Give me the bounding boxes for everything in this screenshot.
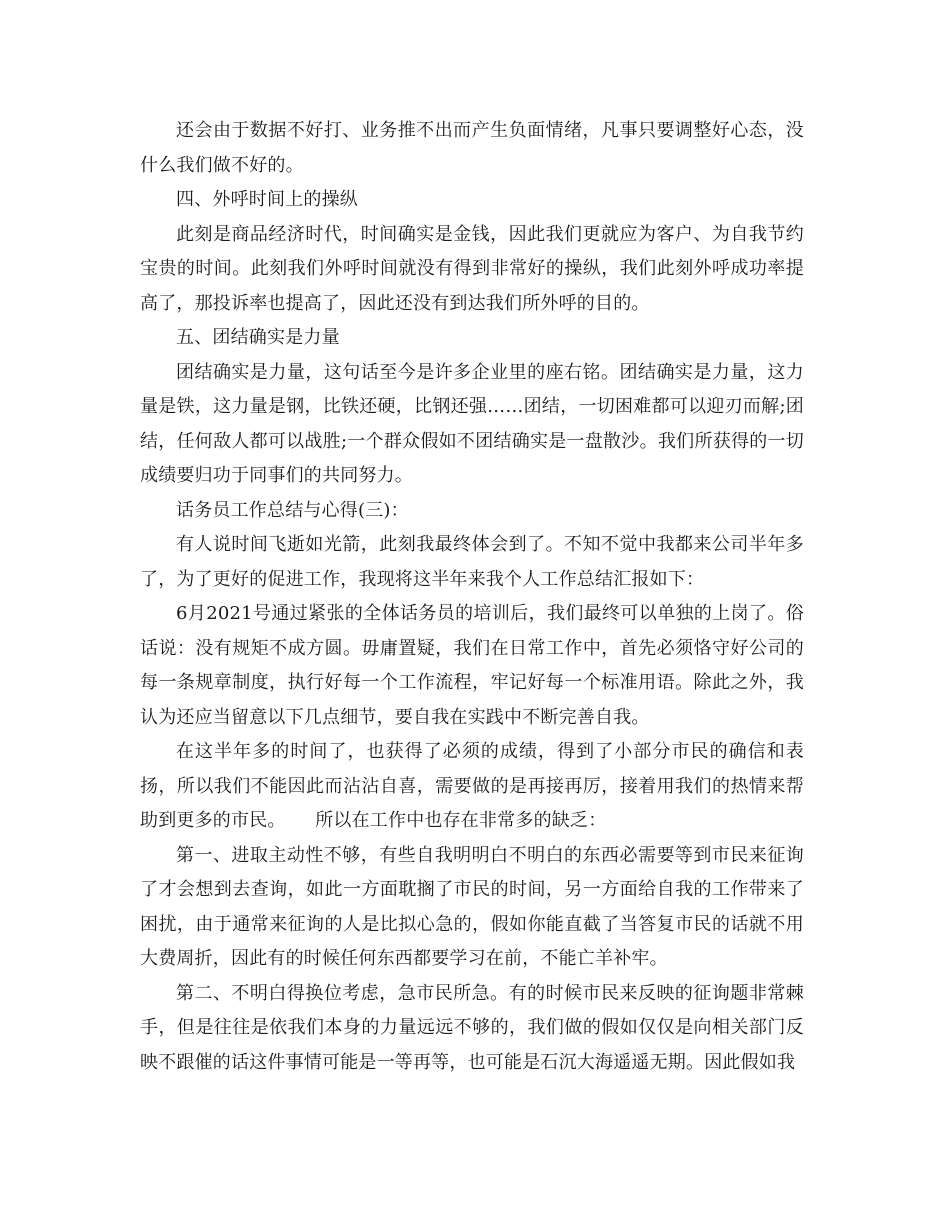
paragraph-intro: 有人说时间飞逝如光箭，此刻我最终体会到了。不知不觉中我都来公司半年多了，为了更好的促进工作，我现将这半年来我个人工作总结汇报如下： bbox=[140, 534, 804, 590]
section-heading-5: 五、团结确实是力量 bbox=[176, 327, 340, 348]
paragraph-training: 6月2021号通过紧张的全体话务员的培训后，我们最终可以单独的上岗了。俗话说：没有规矩不成方圆。毋庸置疑，我们在日常工作中，首先必须恪守好公司的每一条规章制度，执行好每一个工作流程，牢记好每一个标准用语。除此之外，我认为还应当留意以下几点细节，要自我在实践中不断完善自我。 bbox=[140, 603, 804, 728]
paragraph-continuation: 还会由于数据不好打、业务推不出而产生负面情绪，凡事只要调整好心态，没什么我们做不好的。 bbox=[140, 120, 804, 176]
paragraph-shortcoming-2: 第二、不明白得换位考虑，急市民所急。有的时候市民来反映的征询题非常棘手，但是往往是依我们本身的力量远远不够的，我们做的假如仅仅是向相关部门反映不跟催的话这件事情可能是一等再等，也可能是石沉大海遥遥无期。因此假如我 bbox=[140, 982, 804, 1073]
paragraph-time-control: 此刻是商品经济时代，时间确实是金钱，因此我们更就应为客户、为自我节约宝贵的时间。此刻我们外呼时间就没有得到非常好的操纵，我们此刻外呼成功率提高了，那投诉率也提高了，因此还没有到达我们所外呼的目的。 bbox=[140, 223, 804, 314]
document-page bbox=[140, 114, 804, 1080]
paragraph-unity: 团结确实是力量，这句话至今是许多企业里的座右铭。团结确实是力量，这力量是铁，这力量是钢，比铁还硬，比钢还强……团结，一切困难都可以迎刃而解;团结，任何敌人都可以战胜;一个群众假如不团结确实是一盘散沙。我们所获得的一切成绩要归功于同事们的共同努力。 bbox=[140, 361, 804, 486]
section-heading-4: 四、外呼时间上的操纵 bbox=[176, 189, 358, 210]
paragraph-achievements: 在这半年多的时间了，也获得了必须的成绩，得到了小部分市民的确信和表扬，所以我们不能因此而沾沾自喜，需要做的是再接再厉，接着用我们的热情来帮助到更多的市民。 所以在工作中也存在非常多的缺乏： bbox=[140, 741, 804, 831]
article-title-3: 话务员工作总结与心得(三)： bbox=[176, 499, 409, 521]
paragraph-shortcoming-1: 第一、进取主动性不够，有些自我明明白不明白的东西必需要等到市民来征询了才会想到去查询，如此一方面耽搁了市民的时间，另一方面给自我的工作带来了困扰，由于通常来征询的人是比拟心急的，假如你能直截了当答复市民的话就不用大费周折，因此有的时候任何东西都要学习在前，不能亡羊补牢。 bbox=[140, 844, 804, 969]
